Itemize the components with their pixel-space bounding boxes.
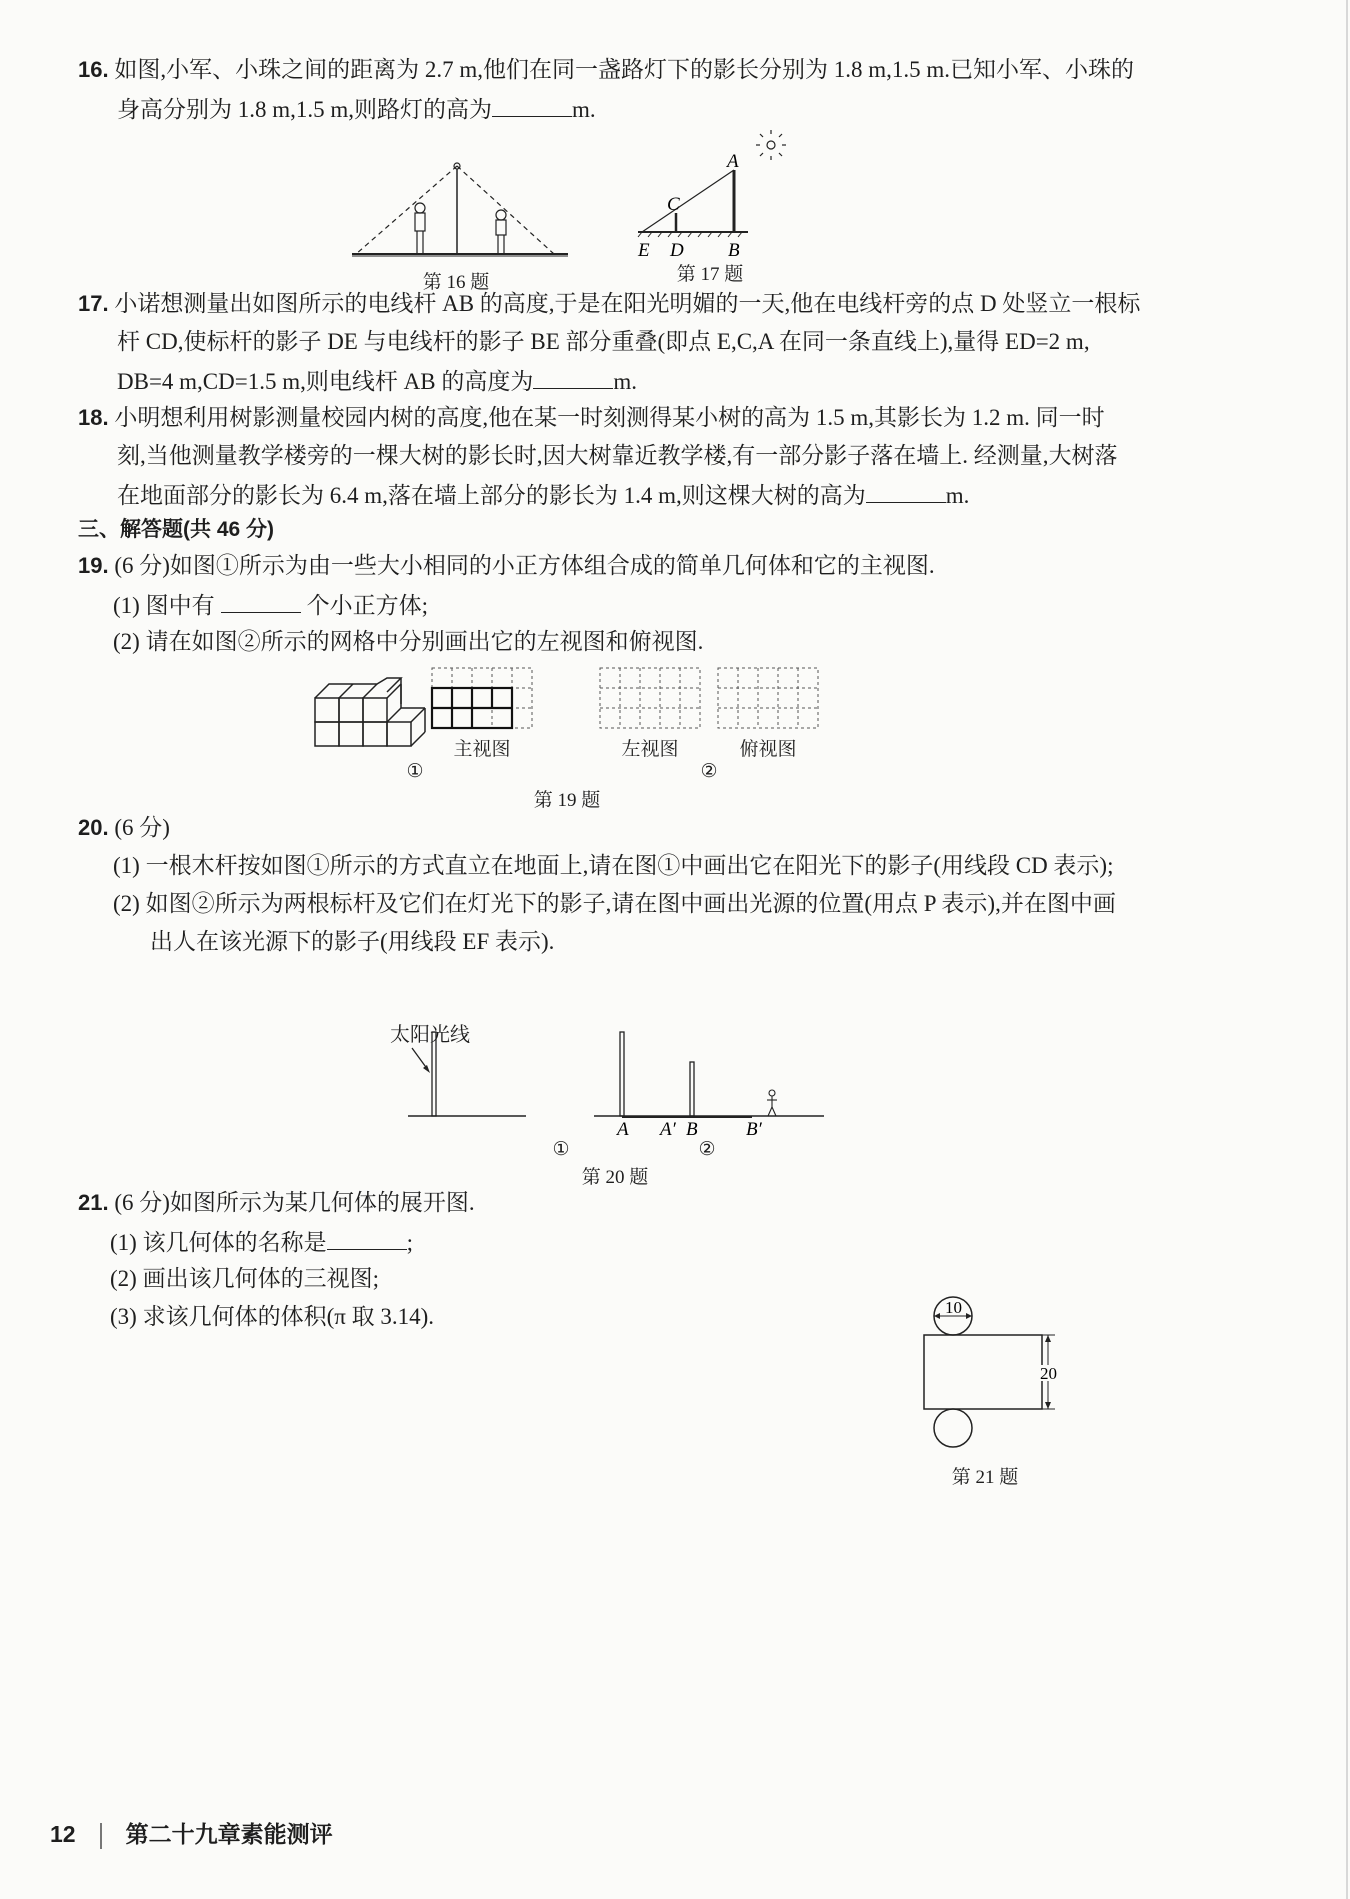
q21-sub3: (3) 求该几何体的体积(π 取 3.14). xyxy=(110,1304,434,1329)
figure-20-2-label: ② xyxy=(698,1139,716,1160)
q18-line1 xyxy=(78,402,1105,434)
page-footer xyxy=(50,1816,333,1849)
q17-text1: 小诺想测量出如图所示的电线杆 AB 的高度,于是在阳光明媚的一天,他在电线杆旁的点 D 处竖立一根标 xyxy=(114,291,1141,316)
q21-line1 xyxy=(78,1187,475,1219)
label-d: D xyxy=(670,240,684,261)
q17-number: 17. xyxy=(78,291,109,316)
q18-line3 xyxy=(117,478,969,512)
q19-sub1-end: 个小正方体; xyxy=(306,593,428,618)
person-icon xyxy=(415,203,425,254)
main-view-label: 主视图 xyxy=(453,739,511,760)
q17-text3: DB=4 m,CD=1.5 m,则电线杆 AB 的高度为 xyxy=(117,369,534,394)
sun-icon xyxy=(756,130,786,160)
q18-unit: m. xyxy=(945,483,970,508)
cube-assembly xyxy=(315,678,425,746)
q16-answer-blank[interactable] xyxy=(492,92,572,117)
q19-text1: (6 分)如图①所示为由一些大小相同的小正方体组合成的简单几何体和它的主视图. xyxy=(114,553,935,578)
label-a: A xyxy=(727,151,739,172)
q16-line1 xyxy=(78,54,1134,86)
label-b: B xyxy=(728,240,740,261)
label-b-prime: B′ xyxy=(746,1119,762,1140)
q18-text3: 在地面部分的影长为 6.4 m,落在墙上部分的影长为 1.4 m,则这棵大树的高为 xyxy=(117,483,866,508)
q17-answer-blank[interactable] xyxy=(533,364,613,389)
label-b: B xyxy=(686,1119,698,1140)
footer-divider xyxy=(100,1823,102,1849)
label-c: C xyxy=(667,194,680,215)
q17-line2: 杆 CD,使标杆的影子 DE 与电线杆的影子 BE 部分重叠(即点 E,C,A 在同一条直线上),量得 ED=2 m, xyxy=(117,329,1090,354)
q16-number: 16. xyxy=(78,57,109,82)
chapter-title: 第二十九章素能测评 xyxy=(125,1821,333,1847)
q16-unit: m. xyxy=(572,97,596,122)
q16-text1: 如图,小军、小珠之间的距离为 2.7 m,他们在同一盏路灯下的影长分别为 1.8 m,1.5 m.已知小军、小珠的 xyxy=(114,57,1135,82)
q17-unit: m. xyxy=(613,369,637,394)
sunlight-label: 太阳光线 xyxy=(390,1024,470,1046)
q21-sub2: (2) 画出该几何体的三视图; xyxy=(110,1266,379,1291)
label-a-prime: A′ xyxy=(660,1119,676,1140)
q21-answer-blank[interactable] xyxy=(327,1225,407,1250)
page-edge xyxy=(1346,0,1348,1899)
figure-19-caption: 第 19 题 xyxy=(533,790,601,811)
q21-number: 21. xyxy=(78,1190,109,1215)
q19-number: 19. xyxy=(78,553,109,578)
figure-19 xyxy=(310,664,850,794)
figure-17 xyxy=(630,140,800,270)
figure-20-caption: 第 20 题 xyxy=(581,1167,649,1188)
figure-17-caption: 第 17 题 xyxy=(676,264,744,285)
q18-number: 18. xyxy=(78,405,109,430)
q18-answer-blank[interactable] xyxy=(866,478,946,503)
q20-sub2: (2) 如图②所示为两根标杆及它们在灯光下的影子,请在图中画出光源的位置(用点 P 表示),并在图中画 xyxy=(113,891,1116,916)
q20-sub2-cont: 出人在该光源下的影子(用线段 EF 表示). xyxy=(150,929,555,954)
q18-line2: 刻,当他测量教学楼旁的一棵大树的影长时,因大树靠近教学楼,有一部分影子落在墙上. 经测量,大树落 xyxy=(117,443,1118,468)
label-e: E xyxy=(638,240,650,261)
height-label: 20 xyxy=(1040,1364,1057,1383)
main-view-grid xyxy=(432,668,532,728)
page-number: 12 xyxy=(50,1821,76,1847)
q20-sub1: (1) 一根木杆按如图①所示的方式直立在地面上,请在图①中画出它在阳光下的影子(用线段 CD 表示); xyxy=(113,853,1114,878)
q16-text2: 身高分别为 1.8 m,1.5 m,则路灯的高为 xyxy=(117,97,493,122)
figure-21-caption: 第 21 题 xyxy=(951,1467,1019,1488)
top-view-grid xyxy=(718,668,818,728)
figure-16-caption: 第 16 题 xyxy=(422,272,490,293)
figure-19-2-label: ② xyxy=(700,761,718,782)
q16-line2 xyxy=(117,92,596,126)
q18-text1: 小明想利用树影测量校园内树的高度,他在某一时刻测得某小树的高为 1.5 m,其影长为 1.2 m. 同一时 xyxy=(114,405,1105,430)
diameter-label: 10 xyxy=(945,1298,962,1317)
q20-text1: (6 分) xyxy=(114,815,170,840)
left-view-grid xyxy=(600,668,700,728)
top-view-label: 俯视图 xyxy=(739,739,797,760)
q21-sub1-end: ; xyxy=(406,1230,413,1255)
q19-sub2: (2) 请在如图②所示的网格中分别画出它的左视图和俯视图. xyxy=(113,629,704,654)
figure-19-1-label: ① xyxy=(406,761,424,782)
q21-text1: (6 分)如图所示为某几何体的展开图. xyxy=(114,1190,475,1215)
q19-line1 xyxy=(78,550,935,582)
q20-line1 xyxy=(78,812,170,844)
figure-16 xyxy=(350,155,570,265)
q19-answer-blank[interactable] xyxy=(221,588,301,613)
figure-21 xyxy=(915,1295,1075,1460)
q17-line1 xyxy=(78,288,1140,320)
label-a: A xyxy=(617,1119,629,1140)
section-header: 三、解答题(共 46 分) xyxy=(78,518,275,541)
q17-line3 xyxy=(117,364,637,398)
person-icon xyxy=(767,1090,777,1116)
figure-20-1-label: ① xyxy=(552,1139,570,1160)
q19-sub1-text: (1) 图中有 xyxy=(113,593,215,618)
left-view-label: 左视图 xyxy=(621,739,679,760)
q21-sub1 xyxy=(110,1225,413,1259)
q19-sub1 xyxy=(113,588,428,622)
person-icon xyxy=(496,210,506,254)
q21-sub1-text: (1) 该几何体的名称是 xyxy=(110,1230,327,1255)
q20-number: 20. xyxy=(78,815,109,840)
